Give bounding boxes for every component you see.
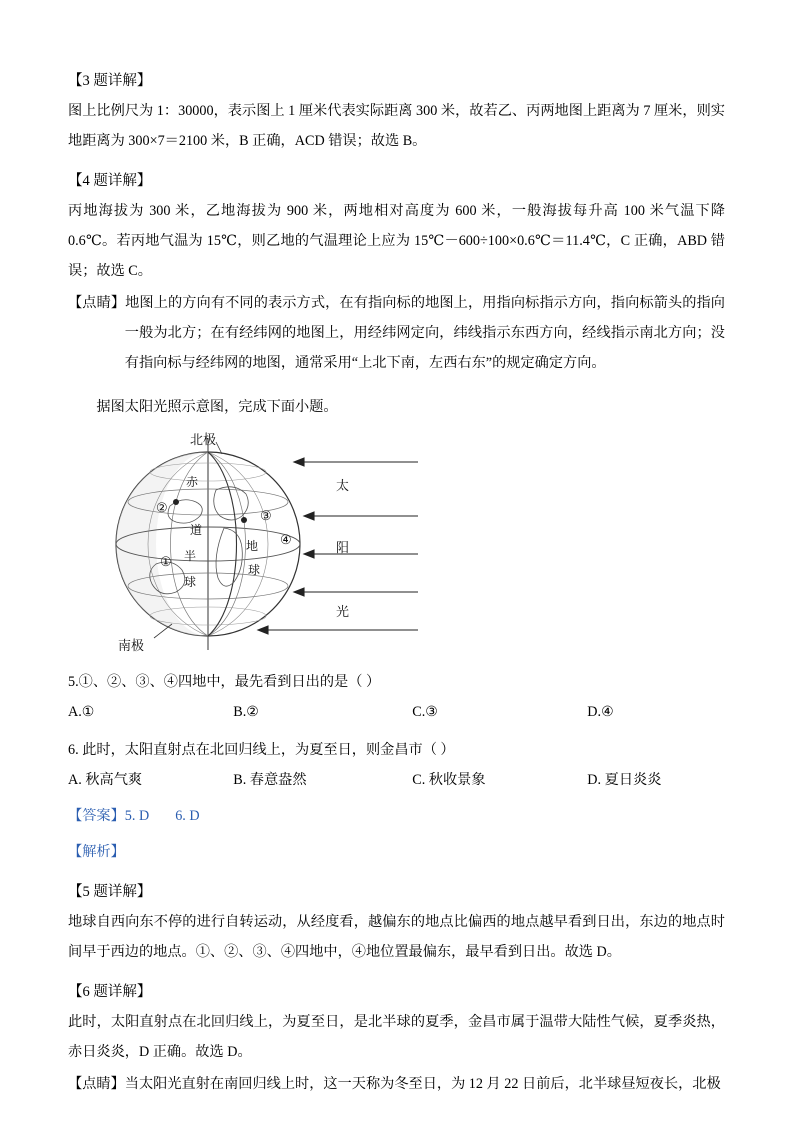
- svg-text:赤: 赤: [186, 475, 199, 489]
- question-5: [68, 667, 725, 727]
- question-6-option-c[interactable]: C. 秋收景象: [412, 772, 486, 788]
- point-1-label: ①: [160, 554, 172, 569]
- sun-char-2: 阳: [336, 540, 350, 555]
- north-pole-label: 北极: [190, 432, 217, 447]
- section-detail6: [68, 977, 725, 1067]
- question-5-option-c[interactable]: C.③: [412, 704, 438, 720]
- answer-item-5: 5. D: [124, 808, 150, 824]
- answer-line: [68, 801, 725, 831]
- section-dianjing-2: [68, 1069, 725, 1099]
- svg-text:球: 球: [248, 563, 261, 577]
- figure-container: [68, 424, 725, 659]
- question-6: [68, 735, 725, 795]
- sunlight-illumination-diagram: [98, 424, 428, 659]
- question-6-option-b[interactable]: B. 春意盎然: [233, 772, 307, 788]
- dianjing1-text: 【点睛】地图上的方向有不同的表示方式，在有指向标的地图上，用指向标指示方向，指向标箭头的指向一般为北方；在有经纬网的地图上，用经纬网定向，纬线指示东西方向，经线指示南北方向；没有指向标与经纬网的地图，通常采用“上北下南，左西右东”的规定确定方向。: [68, 295, 725, 371]
- detail5-heading: 【5 题详解】: [68, 884, 152, 900]
- question-6-option-a[interactable]: A. 秋高气爽: [68, 772, 143, 788]
- question-5-options: [68, 697, 725, 727]
- svg-text:球: 球: [184, 575, 197, 589]
- detail6-heading: 【6 题详解】: [68, 984, 152, 1000]
- detail5-paragraph: 地球自西向东不停的进行自转运动，从经度看，越偏东的地点比偏西的地点越早看到日出，东边的地点时间早于西边的地点。①、②、③、④四地中，④地位置最偏东，最早看到日出。故选 D。: [68, 914, 725, 960]
- sun-char-1: 太: [336, 478, 350, 493]
- question-6-option-d[interactable]: D. 夏日炎炎: [587, 772, 662, 788]
- sun-char-3: 光: [336, 604, 350, 619]
- svg-text:地: 地: [246, 539, 259, 553]
- question-6-stem: 6. 此时，太阳直射点在北回归线上，为夏至日，则金昌市（ ）: [68, 742, 455, 758]
- detail4-paragraph: 丙地海拔为 300 米，乙地海拔为 900 米，两地相对高度为 600 米，一般海拔每升高 100 米气温下降 0.6℃。若丙地气温为 15℃，则乙地的气温理论上应为 15℃－600÷100×0.6℃＝11.4℃，C 正确，ABD 错误；故选 C。: [68, 203, 725, 279]
- point-2-label: ②: [156, 500, 168, 515]
- detail3-paragraph: 图上比例尺为 1：30000，表示图上 1 厘米代表实际距离 300 米，故若乙、丙两地图上距离为 7 厘米，则实地距离为 300×7＝2100 米，B 正确，ACD 错误；故选 B。: [68, 103, 725, 149]
- figure-caption: 据图太阳光照示意图，完成下面小题。: [96, 399, 338, 415]
- question-5-option-a[interactable]: A.①: [68, 704, 95, 720]
- south-pole-label: 南极: [118, 638, 145, 653]
- section-detail3: [68, 66, 725, 156]
- answer-label: 【答案】: [68, 808, 125, 824]
- detail4-heading: 【4 题详解】: [68, 173, 152, 189]
- point-3-label: ③: [260, 508, 272, 523]
- dianjing2-text: 【点睛】当太阳光直射在南回归线上时，这一天称为冬至日，为 12 月 22 日前后，北半球昼短夜长，北极: [68, 1076, 721, 1092]
- section-detail4: [68, 166, 725, 286]
- question-6-options: [68, 765, 725, 795]
- section-dianjing-1: [68, 288, 725, 378]
- answer-item-6: 6. D: [175, 808, 200, 824]
- detail6-paragraph: 此时，太阳直射点在北回归线上，为夏至日，是北半球的夏季，金昌市属于温带大陆性气候，夏季炎热，赤日炎炎，D 正确。故选 D。: [68, 1014, 725, 1060]
- detail3-heading: 【3 题详解】: [68, 73, 152, 89]
- question-5-stem: 5.①、②、③、④四地中，最先看到日出的是（ ）: [68, 674, 381, 690]
- question-5-option-b[interactable]: B.②: [233, 704, 259, 720]
- svg-text:半: 半: [184, 549, 197, 563]
- point-4-label: ④: [280, 532, 292, 547]
- section-detail5: [68, 877, 725, 967]
- analysis-label: 【解析】: [68, 844, 125, 860]
- question-5-option-d[interactable]: D.④: [587, 704, 614, 720]
- svg-text:道: 道: [190, 523, 203, 537]
